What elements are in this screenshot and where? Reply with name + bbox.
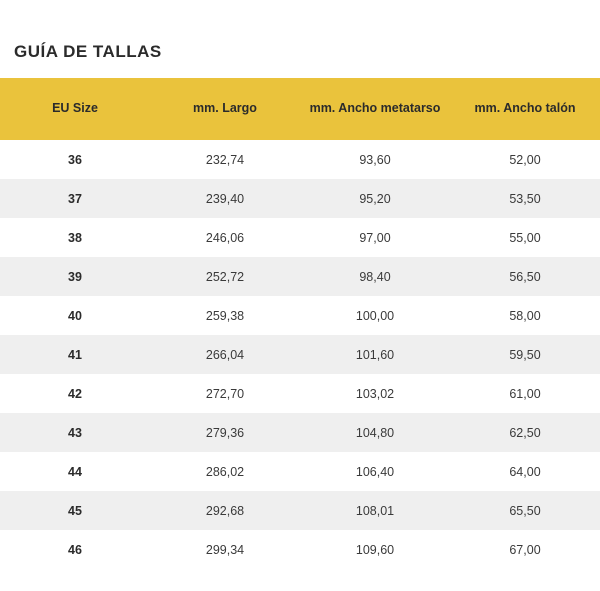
table-row xyxy=(0,413,600,452)
cell-eu-size: 38 xyxy=(0,218,150,257)
cell-eu-size: 46 xyxy=(0,530,150,569)
cell-eu-size: 43 xyxy=(0,413,150,452)
cell-eu-size: 44 xyxy=(0,452,150,491)
cell-heel-width: 61,00 xyxy=(450,374,600,413)
cell-eu-size: 40 xyxy=(0,296,150,335)
cell-heel-width: 53,50 xyxy=(450,179,600,218)
table-row xyxy=(0,452,600,491)
cell-metatarsal-width: 101,60 xyxy=(300,335,450,374)
cell-eu-size: 42 xyxy=(0,374,150,413)
column-header-metatarsal-width: mm. Ancho metatarso xyxy=(300,78,450,140)
table-row xyxy=(0,257,600,296)
cell-metatarsal-width: 95,20 xyxy=(300,179,450,218)
table-row xyxy=(0,491,600,530)
cell-eu-size: 45 xyxy=(0,491,150,530)
table-row xyxy=(0,179,600,218)
cell-metatarsal-width: 104,80 xyxy=(300,413,450,452)
cell-length: 246,06 xyxy=(150,218,300,257)
cell-metatarsal-width: 109,60 xyxy=(300,530,450,569)
cell-heel-width: 55,00 xyxy=(450,218,600,257)
cell-heel-width: 65,50 xyxy=(450,491,600,530)
cell-length: 232,74 xyxy=(150,140,300,179)
cell-heel-width: 52,00 xyxy=(450,140,600,179)
table-row xyxy=(0,218,600,257)
column-header-eu-size: EU Size xyxy=(0,78,150,140)
size-guide-table xyxy=(0,78,600,569)
table-row xyxy=(0,335,600,374)
cell-heel-width: 59,50 xyxy=(450,335,600,374)
cell-metatarsal-width: 93,60 xyxy=(300,140,450,179)
cell-metatarsal-width: 98,40 xyxy=(300,257,450,296)
table-body xyxy=(0,140,600,569)
cell-length: 292,68 xyxy=(150,491,300,530)
table-header xyxy=(0,78,600,140)
cell-heel-width: 67,00 xyxy=(450,530,600,569)
cell-metatarsal-width: 103,02 xyxy=(300,374,450,413)
table-row xyxy=(0,140,600,179)
column-header-length: mm. Largo xyxy=(150,78,300,140)
cell-metatarsal-width: 108,01 xyxy=(300,491,450,530)
cell-heel-width: 58,00 xyxy=(450,296,600,335)
cell-eu-size: 41 xyxy=(0,335,150,374)
cell-length: 272,70 xyxy=(150,374,300,413)
cell-heel-width: 62,50 xyxy=(450,413,600,452)
cell-heel-width: 56,50 xyxy=(450,257,600,296)
cell-metatarsal-width: 106,40 xyxy=(300,452,450,491)
table-row xyxy=(0,296,600,335)
table-row xyxy=(0,530,600,569)
cell-eu-size: 36 xyxy=(0,140,150,179)
cell-heel-width: 64,00 xyxy=(450,452,600,491)
table-header-row xyxy=(0,78,600,140)
cell-length: 252,72 xyxy=(150,257,300,296)
cell-length: 239,40 xyxy=(150,179,300,218)
cell-metatarsal-width: 100,00 xyxy=(300,296,450,335)
cell-length: 286,02 xyxy=(150,452,300,491)
cell-eu-size: 39 xyxy=(0,257,150,296)
page-title: GUÍA DE TALLAS xyxy=(14,42,162,61)
cell-length: 266,04 xyxy=(150,335,300,374)
cell-metatarsal-width: 97,00 xyxy=(300,218,450,257)
cell-length: 299,34 xyxy=(150,530,300,569)
cell-eu-size: 37 xyxy=(0,179,150,218)
column-header-heel-width: mm. Ancho talón xyxy=(450,78,600,140)
cell-length: 259,38 xyxy=(150,296,300,335)
table-row xyxy=(0,374,600,413)
cell-length: 279,36 xyxy=(150,413,300,452)
